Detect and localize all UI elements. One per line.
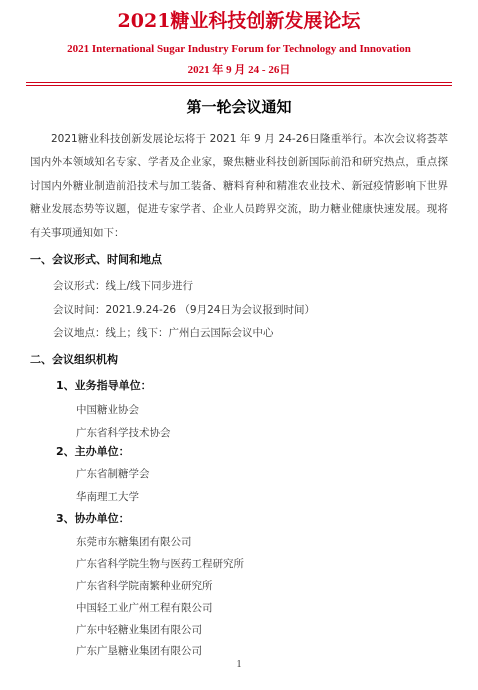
org-list-item: 中国糖业协会 bbox=[76, 404, 139, 416]
org-list-item: 广东省科学院生物与医药工程研究所 bbox=[76, 558, 244, 570]
org-list-item: 东莞市东糖集团有限公司 bbox=[76, 536, 192, 548]
group-title-host: 2、主办单位： bbox=[56, 445, 130, 458]
intro-paragraph: 2021糖业科技创新发展论坛将于 2021 年 9 月 24-26日隆重举行。本次会议将荟萃国内外本领域知名专家、学者及企业家，聚焦糖业科技创新国际前沿和研究热点，重点探讨国内外糖业制造前沿技术与加工装备、糖料育种和精准农业技术、新冠疫情影响下世界糖业发展态势等议题，促进专家学者、企业人员跨界交流，助力糖业健康快速发展。现将有关事项通知如下： bbox=[30, 133, 448, 239]
org-list-item: 广东省科学技术协会 bbox=[76, 427, 171, 439]
org-list-item: 广东广垦糖业集团有限公司 bbox=[76, 645, 202, 657]
meeting-format-line: 会议形式：线上/线下同步进行 bbox=[53, 280, 194, 292]
org-list-item: 广东省科学院南繁种业研究所 bbox=[76, 580, 213, 592]
forum-title-zh: 2021糖业科技创新发展论坛 bbox=[117, 10, 361, 32]
header-divider-top bbox=[26, 82, 452, 83]
forum-title-en: 2021 International Sugar Industry Forum for Technology and Innovation bbox=[67, 43, 411, 55]
forum-date: 2021 年 9 月 24 - 26日 bbox=[187, 64, 291, 76]
org-list-item: 广东省制糖学会 bbox=[76, 468, 150, 480]
section-heading-organization: 二、会议组织机构 bbox=[30, 353, 118, 366]
org-list-item: 华南理工大学 bbox=[76, 491, 139, 503]
group-title-guidance: 1、业务指导单位： bbox=[56, 379, 152, 392]
header-divider-bottom bbox=[26, 85, 452, 86]
meeting-venue-line: 会议地点：线上；线下：广州白云国际会议中心 bbox=[53, 327, 274, 339]
meeting-time-line: 会议时间：2021.9.24-26 （9月24日为会议报到时间） bbox=[53, 304, 315, 316]
group-title-co-organizer: 3、协办单位： bbox=[56, 512, 130, 525]
org-list-item: 中国轻工业广州工程有限公司 bbox=[76, 602, 213, 614]
org-list-item: 广东中轻糖业集团有限公司 bbox=[76, 624, 202, 636]
section-heading-format-time-venue: 一、会议形式、时间和地点 bbox=[30, 253, 162, 266]
notice-title: 第一轮会议通知 bbox=[186, 98, 292, 116]
page-number: 1 bbox=[236, 659, 242, 670]
